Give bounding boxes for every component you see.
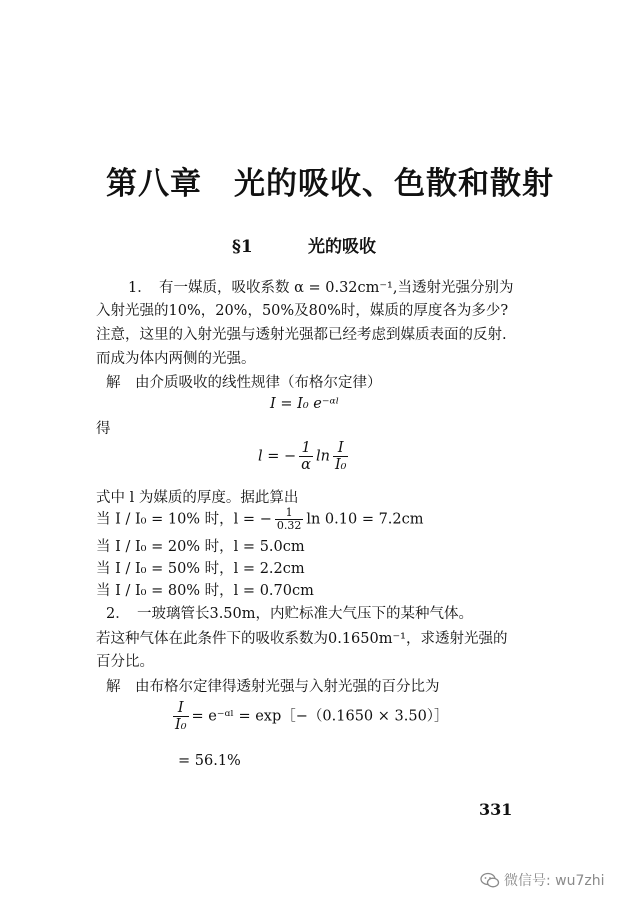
watermark xyxy=(480,870,605,890)
ratio-frac-num: I xyxy=(173,700,189,717)
result1-pre: 当 I / I₀ = 10% 时，l = − xyxy=(96,511,272,528)
section-number: §1 xyxy=(232,237,253,257)
chapter-title: 第八章 光的吸收、色散和散射 xyxy=(106,166,554,202)
section-heading xyxy=(232,232,376,257)
problem1-line3: 注意，这里的入射光强与透射光强都已经考虑到媒质表面的反射. xyxy=(96,327,507,343)
formula-ln: ln xyxy=(315,448,330,465)
result1-frac-den: 0.32 xyxy=(276,519,302,532)
formula-fraction-2 xyxy=(333,440,349,473)
watermark-text: 微信号: wu7zhi xyxy=(504,873,605,889)
de-text: 得 xyxy=(96,421,111,437)
problem2-line3: 百分比。 xyxy=(96,654,154,670)
page-number: 331 xyxy=(479,800,513,819)
formula-frac2-num: I xyxy=(333,440,349,457)
formula-lhs: l = − xyxy=(258,448,297,465)
formula-frac1-num: 1 xyxy=(299,440,313,457)
wechat-icon xyxy=(480,872,500,889)
equation-rest: = e⁻ᵅˡ = exp［−（0.1650 × 3.50）］ xyxy=(191,708,449,725)
problem2-solution-intro: 解 由布格尔定律得透射光强与入射光强的百分比为 xyxy=(106,679,440,695)
equation-result: = 56.1% xyxy=(178,753,241,769)
result-row-3: 当 I / I₀ = 50% 时，l = 2.2cm xyxy=(96,561,305,577)
result1-fraction xyxy=(275,507,304,532)
problem1-line1: 1． 有一媒质，吸收系数 α = 0.32cm⁻¹,当透射光强分别为 xyxy=(128,280,514,296)
result-row-4: 当 I / I₀ = 80% 时，l = 0.70cm xyxy=(96,583,314,599)
result-row-1 xyxy=(96,507,424,532)
result-row-2: 当 I / I₀ = 20% 时，l = 5.0cm xyxy=(96,539,305,555)
problem1-line2: 入射光强的10%，20%，50%及80%时，媒质的厚度各为多少? xyxy=(96,303,509,319)
result1-post: ln 0.10 = 7.2cm xyxy=(306,511,424,528)
result1-frac-num: 1 xyxy=(275,507,304,520)
thickness-formula xyxy=(258,440,351,473)
ratio-fraction xyxy=(173,700,189,733)
beer-law-equation: I = I₀ e⁻ᵅˡ xyxy=(270,396,340,412)
problem1-explain: 式中 l 为媒质的厚度。据此算出 xyxy=(96,490,299,506)
section-title: 光的吸收 xyxy=(308,237,376,257)
problem1-line4: 而成为体内两侧的光强。 xyxy=(96,351,256,367)
formula-fraction-1 xyxy=(299,440,313,473)
problem2-line2: 若这种气体在此条件下的吸收系数为0.1650m⁻¹，求透射光强的 xyxy=(96,631,508,647)
problem1-solution-intro: 解 由介质吸收的线性规律（布格尔定律） xyxy=(106,375,382,391)
formula-frac1-den: α xyxy=(301,457,311,473)
ratio-frac-den: I₀ xyxy=(175,717,187,733)
formula-frac2-den: I₀ xyxy=(334,457,347,473)
percentage-equation xyxy=(170,700,449,733)
problem2-line1: 2． 一玻璃管长3.50m，内贮标准大气压下的某种气体。 xyxy=(106,606,474,622)
